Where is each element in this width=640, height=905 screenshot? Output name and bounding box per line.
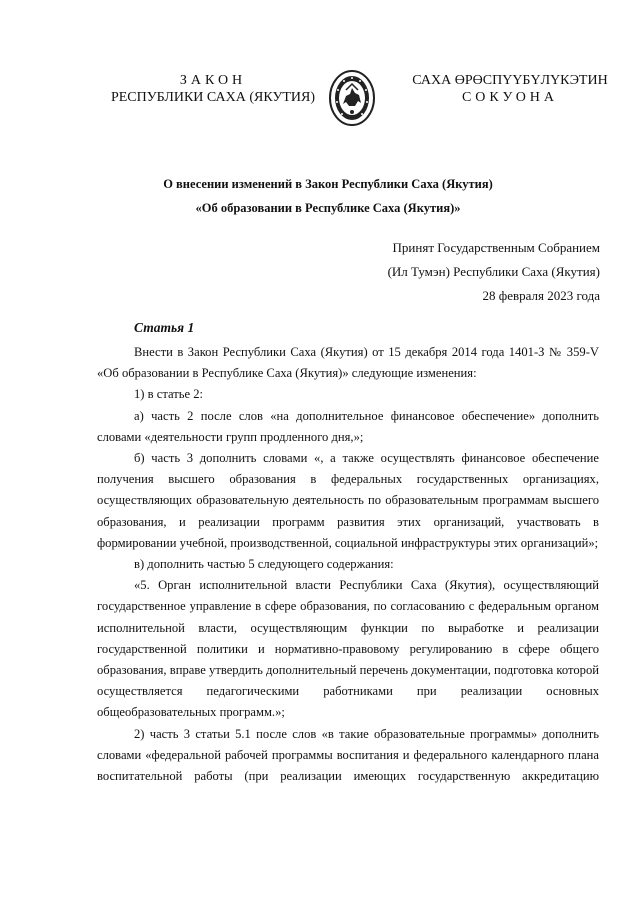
law-title [60,172,596,220]
adoption-date: 28 февраля 2023 года [482,288,600,303]
adoption-info [300,236,600,308]
header-right-line1: САХА ӨРӨСПҮҮБҮЛҮКЭТИН [412,73,608,88]
paragraph: «5. Орган исполнительной власти Республики Саха (Якутия), осуществляющий государственное управление в сфере образования, по согласованию с федеральным органом исполнительной власти, осуществляющим функции по выработке и реализации государственной политики и нормативно-правовому регулированию в сфере общего образования, вправе утвердить дополнительный перечень документации, подготовка которой осуществляется педагогическими работниками при реализации основных общеобразовательных программ.»; [97,578,599,720]
coat-of-arms-emblem-icon [328,68,376,128]
law-title-line1: О внесении изменений в Закон Республики Саха (Якутия) [163,177,493,191]
paragraph: в) дополнить частью 5 следующего содержания: [134,557,394,572]
header-right-line2: СОКУОНА [461,90,559,105]
header-right [410,72,610,106]
header-left-line2: РЕСПУБЛИКИ САХА (ЯКУТИЯ) [110,90,316,105]
law-title-line2: «Об образовании в Республике Саха (Якутия)» [195,201,461,215]
article-heading: Статья 1 [134,320,195,335]
paragraph: а) часть 2 после слов «на дополнительное финансовое обеспечение» дополнить словами «деятельности групп продленного дня,»; [97,408,599,444]
adoption-line2: (Ил Тумэн) Республики Саха (Якутия) [387,264,600,279]
adoption-line1: Принят Государственным Собранием [392,240,600,255]
paragraph: Внести в Закон Республики Саха (Якутия) от 15 декабря 2014 года 1401-З № 359-V «Об образовании в Республике Саха (Якутия)» следующие изменения: [97,345,599,381]
article-body [97,342,599,787]
header-left-line1: ЗАКОН [179,73,247,88]
paragraph: 2) часть 3 статьи 5.1 после слов «в такие образовательные программы» дополнить словами «федеральной рабочей программы воспитания и федерального календарного плана воспитательной работы (при реализации имеющих государственную аккредитацию [97,726,599,784]
header-left [108,72,318,106]
paragraph: б) часть 3 дополнить словами «, а также осуществлять финансовое обеспечение получения высшего образования в федеральных государственных организациях, осуществляющих образовательную деятельность по образовательным программам высшего образования, и реализации программ развития этих организаций, участвовать в формировании учебной, производственной, социальной инфраструктуры этих организаций»; [97,451,599,550]
paragraph: 1) в статье 2: [134,387,204,402]
